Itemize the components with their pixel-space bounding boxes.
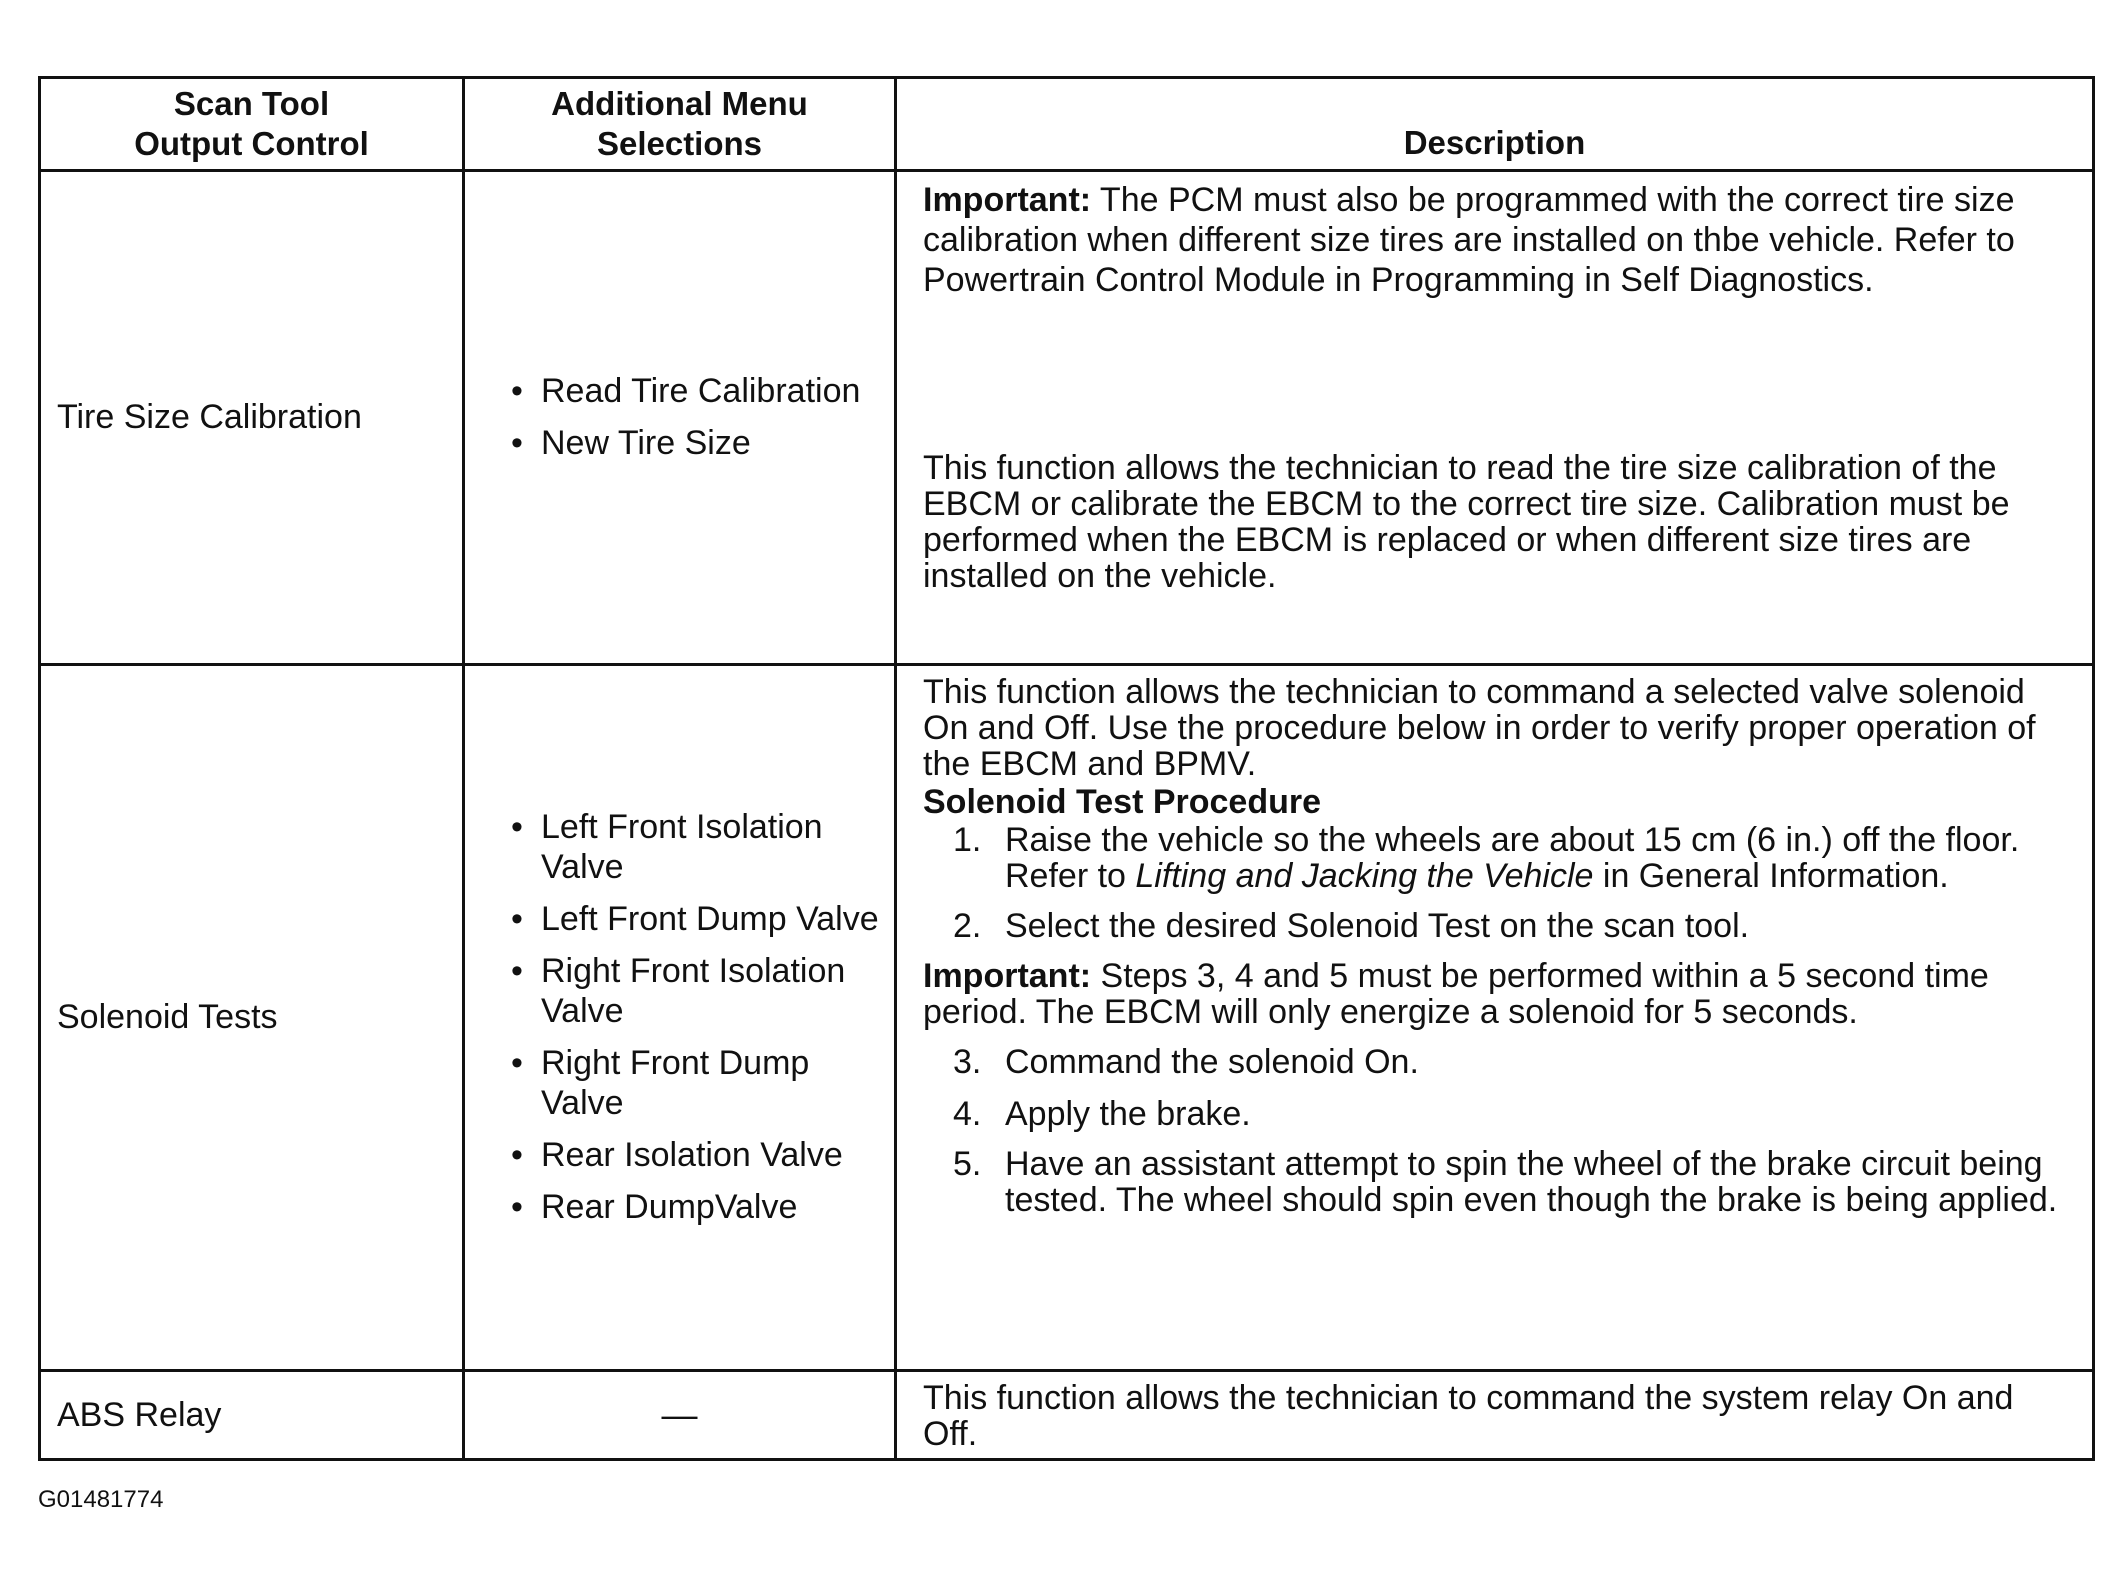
procedure-steps-a <box>923 822 2070 946</box>
menu-list <box>505 807 894 1227</box>
header-description: Description <box>896 78 2094 171</box>
procedure-step: 3. Command the solenoid On. <box>953 1043 1419 1081</box>
list-item: • Left Front Isolation Valve <box>505 807 894 887</box>
scan-tool-output-controls-table-wrapper <box>38 76 2092 1461</box>
list-item: • Right Front Isolation Valve <box>505 951 894 1031</box>
control-solenoid-tests: Solenoid Tests <box>40 665 464 1371</box>
menu-list <box>505 371 894 463</box>
header-menu-selections: Additional Menu Selections <box>464 78 896 171</box>
procedure-steps-b <box>923 1042 2070 1218</box>
description-text: This function allows the technician to read the tire size calibration of the EBCM or calibrate the EBCM to the correct tire size. Calibration must be performed when the EBCM is replaced or when different size tires are installed on the vehicle. <box>923 449 2010 595</box>
table-row-abs-relay <box>40 1371 2094 1460</box>
description-tire-size <box>896 171 2094 665</box>
table-row-tire-size <box>40 171 2094 665</box>
scan-tool-output-controls-table <box>38 76 2095 1461</box>
list-item: • Right Front Dump Valve <box>505 1043 894 1123</box>
important-note: Important: The PCM must also be programmed with the correct tire size calibration when different size tires are installed on thbe vehicle. Refer to Powertrain Control Module in Programming in Self Diagnostics. <box>923 181 2015 299</box>
list-item: • New Tire Size <box>505 423 894 463</box>
list-item: • Rear Isolation Valve <box>505 1135 894 1175</box>
procedure-title: Solenoid Test Procedure <box>923 783 1322 821</box>
menu-solenoid-tests <box>464 665 896 1371</box>
table-row-solenoid-tests <box>40 665 2094 1371</box>
intro-text: This function allows the technician to command a selected valve solenoid On and Off. Use the procedure below in order to verify proper operation of the EBCM and BPMV. <box>923 673 2036 783</box>
procedure-step: 5. Have an assistant attempt to spin the wheel of the brake circuit being tested. The wheel should spin even though the brake is being applied. <box>953 1145 2058 1219</box>
procedure-step: 4. Apply the brake. <box>953 1095 1251 1133</box>
list-item: • Rear DumpValve <box>505 1187 894 1227</box>
important-note: Important: Steps 3, 4 and 5 must be performed within a 5 second time period. The EBCM will only energize a solenoid for 5 seconds. <box>923 957 1989 1031</box>
header-row <box>40 78 2094 171</box>
figure-id: G01481774 <box>38 1486 164 1513</box>
list-item: • Left Front Dump Valve <box>505 899 894 939</box>
description-abs-relay: This function allows the technician to command the system relay On and Off. <box>896 1371 2094 1460</box>
header-output-control: Scan Tool Output Control <box>40 78 464 171</box>
procedure-step: 2. Select the desired Solenoid Test on the scan tool. <box>953 907 1750 945</box>
control-abs-relay: ABS Relay <box>40 1371 464 1460</box>
procedure-step: 1. Raise the vehicle so the wheels are about 15 cm (6 in.) off the floor. Refer to Lifting and Jacking the Vehicle in General Information. <box>953 821 2020 895</box>
menu-tire-size <box>464 171 896 665</box>
description-solenoid-tests <box>896 665 2094 1371</box>
control-tire-size-calibration: Tire Size Calibration <box>40 171 464 665</box>
list-item: • Read Tire Calibration <box>505 371 894 411</box>
menu-abs-relay-empty: — <box>464 1371 896 1460</box>
